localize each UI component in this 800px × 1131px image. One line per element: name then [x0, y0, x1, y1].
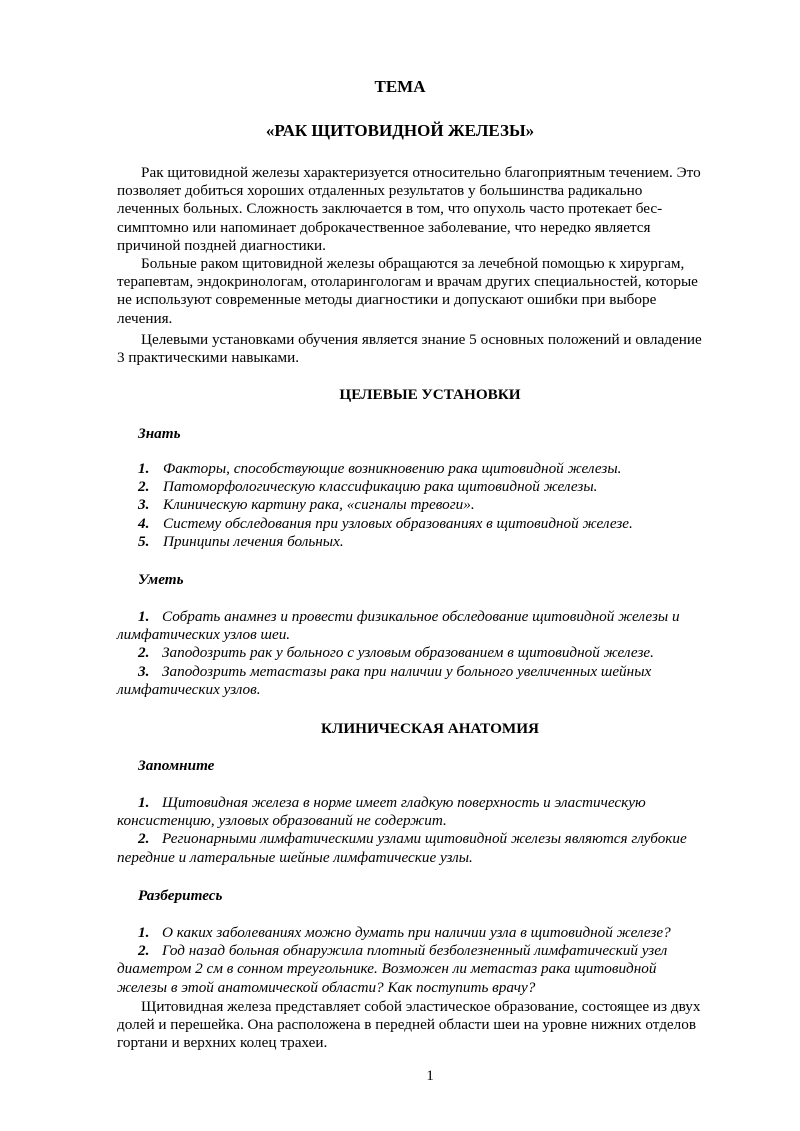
list-number: 1.	[138, 460, 150, 477]
list-text: Факторы, способствующие возникновению рака щитовидной железы.	[163, 460, 622, 477]
list-number: 1.	[138, 794, 150, 811]
intro-paragraph-1	[117, 164, 739, 255]
list-item	[117, 794, 739, 812]
list-text: Собрать анамнез и провести физикальное обследование щитовидной железы и	[162, 608, 680, 625]
text-line: позволяет добиться хороших отдаленных результатов у большинства радикально	[117, 182, 643, 200]
page-number: 1	[426, 1067, 434, 1084]
section-heading-anatomy: КЛИНИЧЕСКАЯ АНАТОМИЯ	[320, 720, 540, 737]
text-line: 3 практическими навыками.	[117, 349, 300, 367]
list-text: Год назад больная обнаружила плотный безболезненный лимфатический узел	[162, 942, 668, 960]
text-line: Рак щитовидной железы характеризуется относительно благоприятным течением. Это	[141, 164, 701, 181]
text-line: причиной поздней диагностики.	[117, 236, 326, 254]
list-text: Патоморфологическую классификацию рака щитовидной железы.	[163, 478, 598, 496]
list-text: Щитовидная железа в норме имеет гладкую поверхность и эластическую	[162, 794, 646, 811]
subheading-remember: Запомните	[138, 757, 215, 774]
text-line: симптомно или напоминает доброкачественное заболевание, что нередко является	[117, 218, 651, 236]
doc-title: ТЕМА	[374, 77, 426, 96]
text-line: Щитовидная железа представляет собой эластическое образование, состоящее из двух	[141, 998, 701, 1015]
list-item	[138, 533, 738, 551]
text-line: Больные раком щитовидной железы обращаются за лечебной помощью к хирургам,	[141, 255, 685, 272]
text-line: леченных больных. Сложность заключается в том, что опухоль часто протекает бес-	[117, 200, 663, 218]
list-number: 2.	[138, 942, 150, 960]
list-text: Систему обследования при узловых образованиях в щитовидной железе.	[163, 514, 633, 532]
list-text-continued: диаметром 2 см в сонном треугольнике. Возможен ли метастаз рака щитовидной	[117, 960, 657, 978]
list-text: Заподозрить метастазы рака при наличии у больного увеличенных шейных	[162, 662, 652, 680]
list-number: 5.	[138, 532, 150, 550]
know-list	[138, 460, 738, 551]
text-line: Целевыми установками обучения является знание 5 основных положений и овладение	[141, 331, 702, 348]
can-list	[117, 608, 739, 699]
intro-paragraph-3	[117, 331, 739, 367]
list-item	[117, 942, 739, 960]
list-item	[117, 924, 739, 942]
figure-out-list	[117, 924, 739, 997]
text-line: лечения.	[117, 309, 173, 327]
list-text: Принципы лечения больных.	[163, 532, 344, 550]
list-item	[138, 460, 738, 478]
text-line: не используют современные методы диагностики и допускают ошибки при выборе	[117, 291, 657, 309]
list-text-continued: лимфатических узлов.	[117, 680, 261, 698]
list-number: 4.	[138, 514, 150, 532]
text-line: долей и перешейка. Она расположена в передней области шеи на уровне нижних отделов	[117, 1016, 696, 1034]
list-text-continued: лимфатических узлов шеи.	[117, 626, 291, 644]
subheading-can: Уметь	[138, 571, 184, 588]
list-text-continued: железы в этой анатомической области? Как поступить врачу?	[117, 978, 536, 996]
list-text: Регионарными лимфатическими узлами щитовидной железы являются глубокие	[162, 830, 687, 848]
list-item	[117, 830, 739, 848]
remember-list	[117, 794, 739, 867]
subheading-figure-out: Разберитесь	[138, 887, 223, 904]
list-item	[117, 644, 739, 662]
list-item	[138, 515, 738, 533]
list-text-continued: консистенцию, узловых образований не содержит.	[117, 812, 447, 830]
list-item	[138, 478, 738, 496]
list-number: 3.	[138, 496, 150, 514]
section-heading-goals: ЦЕЛЕВЫЕ УСТАНОВКИ	[339, 386, 521, 403]
list-item	[117, 608, 739, 626]
list-number: 2.	[138, 478, 150, 496]
list-number: 2.	[138, 830, 150, 848]
list-number: 2.	[138, 644, 150, 662]
subheading-know: Знать	[138, 425, 181, 442]
doc-subtitle: «РАК ЩИТОВИДНОЙ ЖЕЛЕЗЫ»	[265, 121, 535, 140]
list-number: 3.	[138, 662, 150, 680]
closing-paragraph	[117, 998, 739, 1053]
list-number: 1.	[138, 608, 150, 625]
list-item	[138, 496, 738, 514]
text-line: терапевтам, эндокринологам, отоларингологам и врачам других специальностей, которые	[117, 273, 698, 291]
list-text: О каких заболеваниях можно думать при наличии узла в щитовидной железе?	[162, 924, 671, 941]
list-item	[117, 663, 739, 681]
list-text: Клиническую картину рака, «сигналы тревоги».	[163, 496, 475, 514]
list-text: Заподозрить рак у больного с узловым образованием в щитовидной железе.	[162, 644, 654, 662]
list-number: 1.	[138, 924, 150, 941]
intro-paragraph-2	[117, 255, 739, 328]
text-line: гортани и верхних колец трахеи.	[117, 1034, 328, 1052]
list-text-continued: передние и латеральные шейные лимфатические узлы.	[117, 848, 473, 866]
